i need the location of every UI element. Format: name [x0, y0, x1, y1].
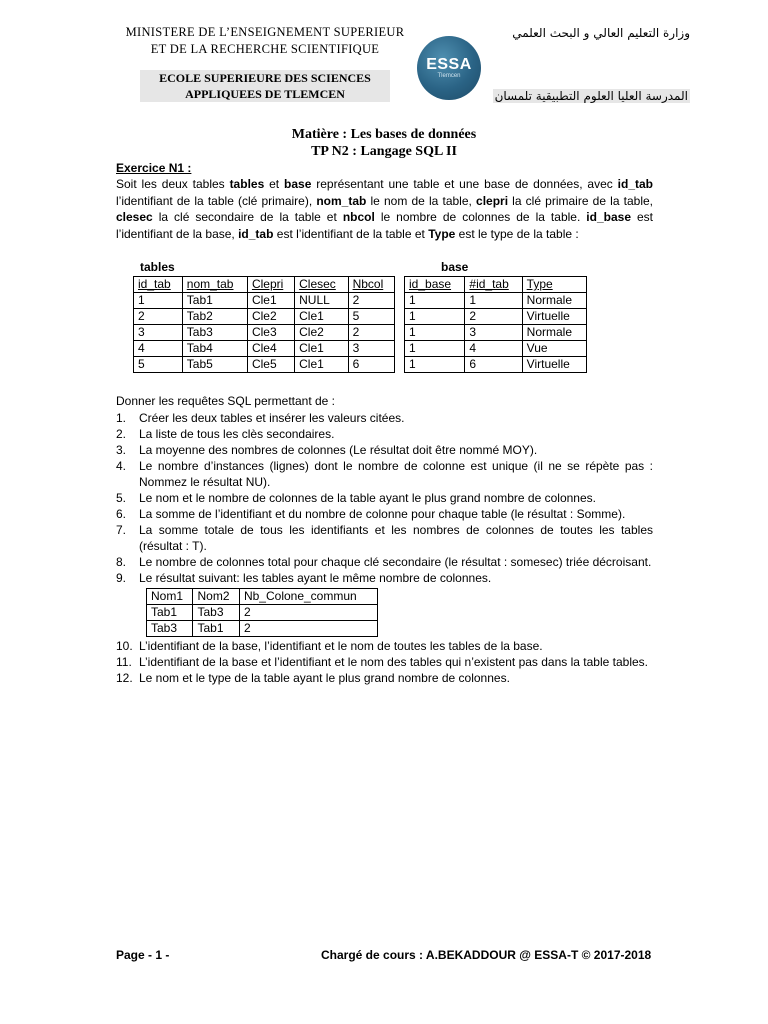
- table-cell: 3: [348, 341, 394, 357]
- column-header: Nom1: [147, 589, 193, 605]
- tables-caption: tables: [140, 260, 175, 274]
- table-cell: Tab5: [182, 357, 247, 373]
- table-cell: 4: [465, 341, 522, 357]
- page-number: Page - 1 -: [116, 948, 170, 962]
- description-term: nom_tab: [316, 193, 367, 208]
- question-number: 4.: [116, 459, 127, 473]
- table-row: [147, 605, 378, 621]
- table-cell: Cle2: [295, 325, 348, 341]
- question-number: 2.: [116, 427, 127, 441]
- tp-title: TP N2 : Langage SQL II: [311, 144, 457, 159]
- column-header: Nbcol: [348, 277, 394, 293]
- table-cell: Tab4: [182, 341, 247, 357]
- arabic-ministry: وزارة التعليم العالي و البحث العلمي: [512, 26, 690, 40]
- column-header: nom_tab: [182, 277, 247, 293]
- description-term: clepri: [476, 193, 509, 208]
- column-header: #id_tab: [465, 277, 522, 293]
- column-header: Type: [522, 277, 586, 293]
- column-header: Clesec: [295, 277, 348, 293]
- question-text: Le nombre d’instances (lignes) dont le nombre de colonne est unique (il ne se répète pas : Nommez le résultat NU).: [139, 459, 653, 489]
- table-cell: Normale: [522, 293, 586, 309]
- description-term: base: [284, 177, 312, 191]
- question-text: Le nom et le nombre de colonnes de la table ayant le plus grand nombre de colonnes.: [139, 491, 596, 505]
- subject-title: Matière : Les bases de données: [291, 127, 477, 142]
- question-item: [116, 570, 653, 586]
- column-header: id_base: [405, 277, 465, 293]
- table-row: [134, 293, 395, 309]
- question-item: [116, 654, 653, 670]
- question-number: 5.: [116, 491, 127, 505]
- table-cell: 4: [134, 341, 183, 357]
- logo-subtext: Tlemcen: [437, 73, 461, 79]
- table-cell: Cle3: [247, 325, 294, 341]
- tables-table: [133, 276, 395, 373]
- description-text: le nombre de colonnes de la table.: [374, 210, 587, 224]
- question-text: La moyenne des nombres de colonnes (Le résultat doit être nommé MOY).: [139, 443, 538, 457]
- table-cell: Tab1: [147, 605, 193, 621]
- description-term: clesec: [116, 210, 153, 224]
- description-term: tables: [229, 177, 265, 191]
- exercise-title: Exercice N1 :: [116, 161, 192, 175]
- question-number: 10.: [116, 639, 133, 653]
- table-row: [405, 341, 587, 357]
- question-text: La somme totale de tous les identifiants et les nombres de colonnes de toutes les tables (résultat : T).: [139, 523, 653, 553]
- table-cell: Tab1: [182, 293, 247, 309]
- question-text: Le résultat suivant: les tables ayant le même nombre de colonnes.: [139, 571, 492, 585]
- arabic-school-wrap: [480, 89, 690, 103]
- table-cell: Normale: [522, 325, 586, 341]
- question-number: 1.: [116, 411, 127, 425]
- question-number: 8.: [116, 555, 127, 569]
- description-text: est l’identifiant de la base,: [116, 210, 654, 241]
- table-cell: 1: [465, 293, 522, 309]
- description-term: id_tab: [617, 177, 653, 191]
- logo-text: ESSA: [426, 56, 472, 73]
- description-text: représentant une table et une base de données, avec: [311, 177, 618, 191]
- base-table: [404, 276, 587, 373]
- description-text: Soit les deux tables: [116, 177, 230, 191]
- description-text: est le type de la table :: [455, 226, 579, 241]
- table-row: [134, 325, 395, 341]
- table-cell: 5: [348, 309, 394, 325]
- question-item: [116, 410, 653, 426]
- table-cell: 1: [405, 357, 465, 373]
- question-item: [116, 458, 653, 490]
- table-cell: Cle1: [295, 357, 348, 373]
- question-item: [116, 638, 653, 654]
- question-text: L’identifiant de la base et l’identifiant et le nom des tables qui n’existent pas dans la table tables.: [139, 655, 648, 669]
- description-term: id_base: [586, 210, 631, 224]
- table-cell: 5: [134, 357, 183, 373]
- table-cell: 2: [134, 309, 183, 325]
- table-cell: Cle5: [247, 357, 294, 373]
- question-item: [116, 670, 653, 686]
- table-cell: 2: [465, 309, 522, 325]
- description-text: et: [264, 177, 285, 191]
- question-item: [116, 522, 653, 554]
- table-cell: Tab3: [147, 621, 193, 637]
- question-number: 7.: [116, 523, 127, 537]
- description-text: le nom de la table,: [366, 193, 477, 208]
- table-row: [405, 293, 587, 309]
- table-row: [134, 309, 395, 325]
- question-item: [116, 442, 653, 458]
- table-cell: 1: [405, 293, 465, 309]
- description-text: la clé primaire de la table,: [508, 193, 654, 208]
- table-cell: Cle2: [247, 309, 294, 325]
- table-cell: 1: [405, 325, 465, 341]
- ministry-line-1: MINISTERE DE L’ENSEIGNEMENT SUPERIEUR: [125, 25, 405, 39]
- table-cell: Cle1: [247, 293, 294, 309]
- description-term: nbcol: [342, 210, 375, 224]
- table-row: [405, 309, 587, 325]
- result-table: [146, 588, 378, 637]
- question-text: La somme de l’identifiant et du nombre de colonne pour chaque table (le résultat : Somme).: [139, 507, 626, 521]
- question-text: Créer les deux tables et insérer les valeurs citées.: [139, 411, 405, 425]
- school-line-1: ECOLE SUPERIEURE DES SCIENCES: [140, 70, 390, 86]
- table-cell: 6: [348, 357, 394, 373]
- column-header: Nom2: [193, 589, 239, 605]
- essa-logo: [417, 36, 481, 100]
- question-number: 3.: [116, 443, 127, 457]
- description-term: Type: [428, 226, 456, 241]
- school-line-2: APPLIQUEES DE TLEMCEN: [140, 86, 390, 102]
- exercise-description: [116, 176, 653, 242]
- question-text: La liste de tous les clès secondaires.: [139, 427, 335, 441]
- table-cell: 1: [405, 341, 465, 357]
- table-cell: 3: [465, 325, 522, 341]
- question-number: 12.: [116, 671, 133, 685]
- table-row: [147, 621, 378, 637]
- question-number: 9.: [116, 571, 127, 585]
- table-cell: Cle4: [247, 341, 294, 357]
- table-cell: Cle1: [295, 309, 348, 325]
- table-cell: Tab2: [182, 309, 247, 325]
- table-cell: 6: [465, 357, 522, 373]
- table-cell: Tab1: [193, 621, 239, 637]
- questions-intro: Donner les requêtes SQL permettant de :: [116, 394, 336, 408]
- description-term: id_tab: [238, 226, 274, 241]
- table-cell: Tab3: [193, 605, 239, 621]
- table-cell: Virtuelle: [522, 357, 586, 373]
- table-cell: Vue: [522, 341, 586, 357]
- table-cell: 1: [134, 293, 183, 309]
- description-text: la clé secondaire de la table et: [152, 210, 343, 224]
- table-cell: NULL: [295, 293, 348, 309]
- table-cell: Virtuelle: [522, 309, 586, 325]
- table-row: [405, 357, 587, 373]
- question-text: Le nom et le type de la table ayant le plus grand nombre de colonnes.: [139, 671, 510, 685]
- question-item: [116, 506, 653, 522]
- table-cell: 3: [134, 325, 183, 341]
- table-row: [134, 341, 395, 357]
- table-cell: 2: [239, 605, 377, 621]
- table-cell: Cle1: [295, 341, 348, 357]
- column-header: Nb_Colone_commun: [239, 589, 377, 605]
- ministry-line-2: ET DE LA RECHERCHE SCIENTIFIQUE: [150, 42, 380, 56]
- arabic-school: المدرسة العليا العلوم التطبيقية تلمسان: [494, 89, 688, 103]
- column-header: id_tab: [134, 277, 183, 293]
- table-cell: Tab3: [182, 325, 247, 341]
- table-cell: 1: [405, 309, 465, 325]
- question-item: [116, 490, 653, 506]
- table-cell: 2: [348, 325, 394, 341]
- table-row: [405, 325, 587, 341]
- base-caption: base: [441, 260, 469, 274]
- result-table-wrap: [116, 586, 653, 638]
- column-header: Clepri: [247, 277, 294, 293]
- table-cell: 2: [239, 621, 377, 637]
- question-text: Le nombre de colonnes total pour chaque clé secondaire (le résultat : somesec) triée décroisant.: [139, 555, 652, 569]
- question-number: 6.: [116, 507, 127, 521]
- table-cell: 2: [348, 293, 394, 309]
- table-row: [134, 357, 395, 373]
- question-number: 11.: [116, 655, 132, 669]
- description-text: l’identifiant de la table (clé primaire),: [116, 193, 317, 208]
- question-item: [116, 426, 653, 442]
- question-text: L’identifiant de la base, l’identifiant et le nom de toutes les tables de la base.: [139, 639, 543, 653]
- question-item: [116, 554, 653, 570]
- description-text: est l’identifiant de la table et: [273, 226, 429, 241]
- footer-credit: Chargé de cours : A.BEKADDOUR @ ESSA-T © 2017-2018: [321, 948, 652, 962]
- questions-list: [116, 410, 653, 686]
